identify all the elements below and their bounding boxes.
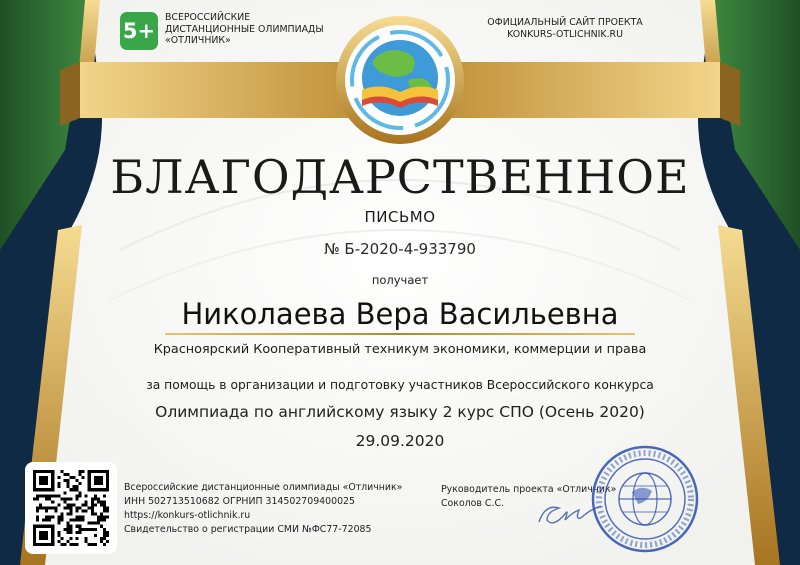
- manager-title: Руководитель проекта «Отличник»: [441, 484, 617, 495]
- recipient-underline: [165, 333, 635, 335]
- college-name: Красноярский Кооперативный техникум экономики, коммерции и права: [153, 342, 647, 357]
- org-name: [165, 12, 375, 47]
- certificate-subtitle: ПИСЬМО: [364, 208, 436, 226]
- org-name-line: ВСЕРОССИЙСКИЕ: [165, 12, 251, 23]
- recipient-name: Николаева Вера Васильевна: [181, 297, 619, 331]
- certificate-title: БЛАГОДАРСТВЕННОЕ: [110, 150, 690, 204]
- receives-label: получает: [371, 273, 429, 287]
- footer-url-line: https://konkurs-otlichnik.ru: [124, 510, 251, 521]
- event-name: Олимпиада по английскому языку 2 курс СПО (Осень 2020): [155, 403, 645, 421]
- handwritten-signature-icon: [535, 492, 605, 532]
- org-name-line: ДИСТАНЦИОННЫЕ ОЛИМПИАДЫ: [165, 23, 324, 35]
- manager-name: Соколов С.С.: [441, 498, 504, 509]
- certificate-date: 29.09.2020: [355, 432, 445, 450]
- org-name-line: «ОТЛИЧНИК»: [165, 35, 231, 46]
- footer-registration-line: Свидетельство о регистрации СМИ №ФС77-72085: [124, 524, 372, 535]
- footer-org-info: [124, 481, 424, 537]
- footer-org-line: Всероссийские дистанционные олимпиады «Отличник»: [124, 482, 403, 493]
- round-stamp-seal-icon: [590, 444, 700, 554]
- certificate-number: № Б-2020-4-933790: [324, 240, 476, 258]
- qr-code-frame: [25, 462, 117, 554]
- award-reason: за помощь в организации и подготовку участников Всероссийского конкурса: [146, 378, 654, 392]
- qr-code-icon: [33, 470, 109, 546]
- site-url: KONKURS-OTLICHNIK.RU: [507, 29, 623, 40]
- logo-badge: 5+: [120, 12, 158, 50]
- official-site-label: [455, 17, 675, 41]
- footer-inn-line: ИНН 502713510682 ОГРНИП 314502709400025: [124, 496, 355, 507]
- site-caption: ОФИЦИАЛЬНЫЙ САЙТ ПРОЕКТА: [487, 17, 643, 28]
